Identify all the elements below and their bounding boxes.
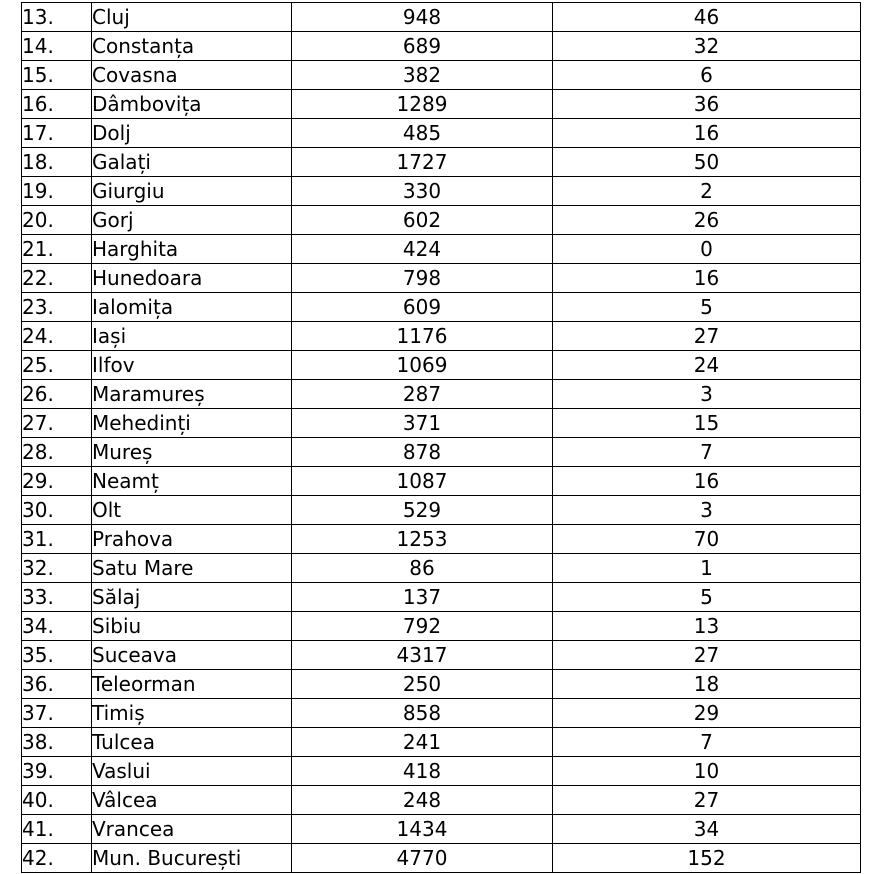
value-column-1: 418	[292, 757, 553, 786]
value-column-1: 485	[292, 119, 553, 148]
value-column-2: 36	[553, 90, 861, 119]
value-column-1: 382	[292, 61, 553, 90]
value-column-2: 29	[553, 699, 861, 728]
value-column-1: 1727	[292, 148, 553, 177]
value-column-2: 16	[553, 119, 861, 148]
county-name: Prahova	[92, 525, 292, 554]
row-number: 24.	[22, 322, 92, 351]
row-number: 29.	[22, 467, 92, 496]
value-column-1: 1087	[292, 467, 553, 496]
value-column-2: 5	[553, 583, 861, 612]
row-number: 32.	[22, 554, 92, 583]
row-number: 35.	[22, 641, 92, 670]
value-column-1: 330	[292, 177, 553, 206]
county-name: Hunedoara	[92, 264, 292, 293]
county-name: Gorj	[92, 206, 292, 235]
value-column-1: 878	[292, 438, 553, 467]
row-number: 41.	[22, 815, 92, 844]
county-name: Satu Mare	[92, 554, 292, 583]
row-number: 20.	[22, 206, 92, 235]
row-number: 30.	[22, 496, 92, 525]
table-row	[22, 467, 861, 496]
table-row	[22, 235, 861, 264]
table-row	[22, 815, 861, 844]
row-number: 19.	[22, 177, 92, 206]
county-name: Teleorman	[92, 670, 292, 699]
row-number: 13.	[22, 3, 92, 32]
county-name: Vrancea	[92, 815, 292, 844]
value-column-1: 689	[292, 32, 553, 61]
value-column-2: 3	[553, 496, 861, 525]
row-number: 22.	[22, 264, 92, 293]
value-column-1: 798	[292, 264, 553, 293]
value-column-1: 137	[292, 583, 553, 612]
value-column-2: 152	[553, 844, 861, 873]
value-column-1: 609	[292, 293, 553, 322]
row-number: 14.	[22, 32, 92, 61]
value-column-1: 1289	[292, 90, 553, 119]
value-column-2: 10	[553, 757, 861, 786]
row-number: 23.	[22, 293, 92, 322]
table-row	[22, 32, 861, 61]
value-column-2: 16	[553, 264, 861, 293]
value-column-1: 858	[292, 699, 553, 728]
table-row	[22, 496, 861, 525]
row-number: 33.	[22, 583, 92, 612]
table-row	[22, 90, 861, 119]
table-row	[22, 438, 861, 467]
value-column-2: 32	[553, 32, 861, 61]
county-name: Timiș	[92, 699, 292, 728]
row-number: 28.	[22, 438, 92, 467]
county-name: Sibiu	[92, 612, 292, 641]
county-name: Tulcea	[92, 728, 292, 757]
value-column-1: 248	[292, 786, 553, 815]
county-name: Maramureș	[92, 380, 292, 409]
row-number: 15.	[22, 61, 92, 90]
row-number: 34.	[22, 612, 92, 641]
table-row	[22, 380, 861, 409]
row-number: 27.	[22, 409, 92, 438]
row-number: 21.	[22, 235, 92, 264]
value-column-1: 86	[292, 554, 553, 583]
county-name: Vaslui	[92, 757, 292, 786]
row-number: 37.	[22, 699, 92, 728]
value-column-2: 27	[553, 786, 861, 815]
table-row	[22, 554, 861, 583]
county-data-table	[21, 2, 861, 873]
county-name: Suceava	[92, 641, 292, 670]
table-row	[22, 351, 861, 380]
row-number: 25.	[22, 351, 92, 380]
value-column-2: 6	[553, 61, 861, 90]
table-row	[22, 119, 861, 148]
value-column-2: 16	[553, 467, 861, 496]
table-row	[22, 293, 861, 322]
row-number: 16.	[22, 90, 92, 119]
table-row	[22, 641, 861, 670]
value-column-2: 24	[553, 351, 861, 380]
value-column-2: 26	[553, 206, 861, 235]
value-column-2: 15	[553, 409, 861, 438]
county-name: Mureș	[92, 438, 292, 467]
table-row	[22, 670, 861, 699]
value-column-1: 287	[292, 380, 553, 409]
county-name: Giurgiu	[92, 177, 292, 206]
county-name: Cluj	[92, 3, 292, 32]
table-row	[22, 264, 861, 293]
county-name: Dâmbovița	[92, 90, 292, 119]
value-column-1: 1253	[292, 525, 553, 554]
county-name: Vâlcea	[92, 786, 292, 815]
value-column-1: 4770	[292, 844, 553, 873]
row-number: 42.	[22, 844, 92, 873]
county-name: Mehedinți	[92, 409, 292, 438]
value-column-1: 529	[292, 496, 553, 525]
value-column-1: 602	[292, 206, 553, 235]
table-body	[22, 3, 861, 873]
value-column-1: 250	[292, 670, 553, 699]
value-column-1: 1176	[292, 322, 553, 351]
value-column-2: 5	[553, 293, 861, 322]
county-name: Covasna	[92, 61, 292, 90]
county-name: Ilfov	[92, 351, 292, 380]
table-row	[22, 525, 861, 554]
table-row	[22, 322, 861, 351]
value-column-2: 13	[553, 612, 861, 641]
value-column-2: 27	[553, 322, 861, 351]
table-row	[22, 206, 861, 235]
value-column-1: 792	[292, 612, 553, 641]
county-name: Galați	[92, 148, 292, 177]
county-name: Olt	[92, 496, 292, 525]
table-row	[22, 61, 861, 90]
value-column-2: 27	[553, 641, 861, 670]
value-column-2: 7	[553, 438, 861, 467]
value-column-1: 371	[292, 409, 553, 438]
value-column-2: 1	[553, 554, 861, 583]
row-number: 18.	[22, 148, 92, 177]
value-column-1: 1069	[292, 351, 553, 380]
value-column-2: 18	[553, 670, 861, 699]
value-column-2: 70	[553, 525, 861, 554]
value-column-1: 1434	[292, 815, 553, 844]
table-row	[22, 583, 861, 612]
county-name: Constanța	[92, 32, 292, 61]
row-number: 40.	[22, 786, 92, 815]
table-row	[22, 612, 861, 641]
county-name: Sălaj	[92, 583, 292, 612]
table-row	[22, 699, 861, 728]
value-column-1: 948	[292, 3, 553, 32]
value-column-2: 50	[553, 148, 861, 177]
row-number: 39.	[22, 757, 92, 786]
row-number: 38.	[22, 728, 92, 757]
table-row	[22, 148, 861, 177]
table-row	[22, 409, 861, 438]
table-row	[22, 3, 861, 32]
table-row	[22, 757, 861, 786]
row-number: 17.	[22, 119, 92, 148]
value-column-2: 46	[553, 3, 861, 32]
value-column-2: 7	[553, 728, 861, 757]
value-column-2: 34	[553, 815, 861, 844]
value-column-2: 3	[553, 380, 861, 409]
county-name: Ialomița	[92, 293, 292, 322]
value-column-2: 0	[553, 235, 861, 264]
county-name: Mun. București	[92, 844, 292, 873]
row-number: 36.	[22, 670, 92, 699]
value-column-1: 241	[292, 728, 553, 757]
value-column-1: 424	[292, 235, 553, 264]
row-number: 26.	[22, 380, 92, 409]
value-column-2: 2	[553, 177, 861, 206]
table-row	[22, 728, 861, 757]
county-name: Harghita	[92, 235, 292, 264]
county-name: Dolj	[92, 119, 292, 148]
county-name: Iași	[92, 322, 292, 351]
value-column-1: 4317	[292, 641, 553, 670]
table-row	[22, 844, 861, 873]
table-row	[22, 786, 861, 815]
county-name: Neamț	[92, 467, 292, 496]
row-number: 31.	[22, 525, 92, 554]
table-row	[22, 177, 861, 206]
